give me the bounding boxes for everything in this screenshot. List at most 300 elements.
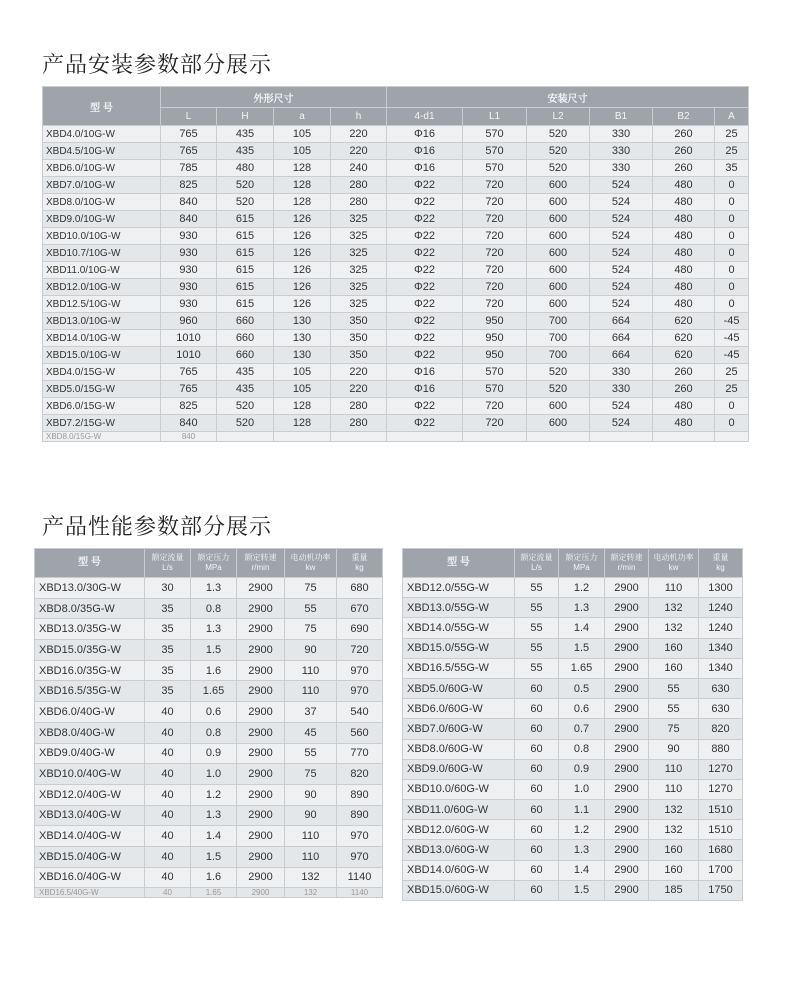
- model-cell: XBD12.0/40G-W: [35, 784, 145, 805]
- model-cell: XBD15.0/35G-W: [35, 640, 145, 661]
- table-row: [35, 846, 383, 867]
- value-cell: Φ16: [387, 364, 463, 381]
- value-cell: 325: [331, 211, 387, 228]
- value-cell: 0.6: [559, 699, 605, 719]
- model-header: [403, 549, 515, 578]
- value-cell: 55: [285, 743, 337, 764]
- install-col-header: L1: [463, 108, 527, 126]
- value-cell: 1300: [699, 578, 743, 598]
- value-cell: 0.9: [191, 743, 237, 764]
- value-cell: 75: [285, 764, 337, 785]
- value-cell: 132: [285, 867, 337, 888]
- pressure-header: [191, 549, 237, 578]
- value-cell: 1.2: [191, 784, 237, 805]
- value-cell: 0.8: [559, 739, 605, 759]
- value-cell: 2900: [237, 702, 285, 723]
- value-cell: 280: [331, 177, 387, 194]
- model-cell: XBD6.0/10G-W: [43, 160, 161, 177]
- value-cell: 60: [515, 779, 559, 799]
- value-cell: 950: [463, 330, 527, 347]
- value-cell: 700: [527, 347, 590, 364]
- model-cell: XBD8.0/15G-W: [43, 432, 161, 442]
- value-cell: 220: [331, 126, 387, 143]
- value-cell: 570: [463, 381, 527, 398]
- value-cell: 1.65: [191, 681, 237, 702]
- table-row: [35, 660, 383, 681]
- value-cell: 330: [590, 160, 653, 177]
- table-row: [403, 719, 743, 739]
- value-cell: 60: [515, 759, 559, 779]
- value-cell: 1010: [161, 347, 217, 364]
- table-row: [43, 194, 749, 211]
- value-cell: 600: [527, 398, 590, 415]
- value-cell: Φ22: [387, 177, 463, 194]
- value-cell: 128: [274, 194, 331, 211]
- performance-section-title: 产品性能参数部分展示: [42, 515, 273, 540]
- value-cell: 1.0: [191, 764, 237, 785]
- value-cell: 600: [527, 245, 590, 262]
- value-cell: 600: [527, 194, 590, 211]
- value-cell: 2900: [237, 846, 285, 867]
- value-cell: 600: [527, 177, 590, 194]
- value-cell: 950: [463, 313, 527, 330]
- value-cell: 960: [161, 313, 217, 330]
- model-cell: XBD16.0/35G-W: [35, 660, 145, 681]
- table-row: [35, 598, 383, 619]
- value-cell: 280: [331, 194, 387, 211]
- value-cell: 0: [715, 211, 749, 228]
- model-cell: XBD4.0/10G-W: [43, 126, 161, 143]
- table-row-partial: [35, 888, 383, 898]
- value-cell: 1.3: [559, 598, 605, 618]
- performance-table-right: [402, 548, 743, 901]
- value-cell: 0: [715, 398, 749, 415]
- value-cell: 1.5: [191, 640, 237, 661]
- value-cell: 1.1: [559, 800, 605, 820]
- value-cell: 126: [274, 262, 331, 279]
- model-cell: XBD4.5/10G-W: [43, 143, 161, 160]
- value-cell: 40: [145, 805, 191, 826]
- model-cell: XBD15.0/10G-W: [43, 347, 161, 364]
- value-cell: 0.7: [559, 719, 605, 739]
- value-cell: 2900: [605, 598, 649, 618]
- value-cell: 55: [515, 638, 559, 658]
- value-cell: 55: [515, 578, 559, 598]
- value-cell: 700: [527, 313, 590, 330]
- value-cell: 520: [527, 160, 590, 177]
- model-cell: XBD8.0/10G-W: [43, 194, 161, 211]
- value-cell: 520: [527, 364, 590, 381]
- model-cell: XBD13.0/40G-W: [35, 805, 145, 826]
- value-cell: 524: [590, 262, 653, 279]
- table-row: [43, 313, 749, 330]
- value-cell: 2900: [605, 779, 649, 799]
- table-row: [35, 743, 383, 764]
- model-cell: XBD10.0/40G-W: [35, 764, 145, 785]
- value-cell: 126: [274, 245, 331, 262]
- value-cell: 765: [161, 143, 217, 160]
- value-cell: 55: [515, 598, 559, 618]
- value-cell: 720: [463, 415, 527, 432]
- value-cell: 40: [145, 888, 191, 898]
- value-cell: 524: [590, 194, 653, 211]
- value-cell: 25: [715, 364, 749, 381]
- value-cell: 680: [337, 578, 383, 599]
- value-cell: Φ16: [387, 381, 463, 398]
- value-cell: 110: [285, 660, 337, 681]
- value-cell: 110: [649, 759, 699, 779]
- value-cell: 325: [331, 279, 387, 296]
- value-cell: 720: [463, 177, 527, 194]
- value-cell: 2900: [605, 739, 649, 759]
- value-cell: 2900: [605, 820, 649, 840]
- weight-label: 重量: [351, 553, 368, 562]
- value-cell: 126: [274, 228, 331, 245]
- value-cell: [274, 432, 331, 442]
- value-cell: 720: [463, 262, 527, 279]
- value-cell: 60: [515, 880, 559, 900]
- value-cell: 480: [653, 194, 715, 211]
- speed-unit: r/min: [617, 563, 636, 572]
- value-cell: 2900: [237, 784, 285, 805]
- value-cell: 785: [161, 160, 217, 177]
- power-label: 电动机功率: [653, 553, 694, 562]
- table-row: [403, 880, 743, 900]
- flow-label: 额定流量: [151, 553, 184, 562]
- value-cell: 105: [274, 381, 331, 398]
- speed-label: 额定转速: [244, 553, 277, 562]
- value-cell: 2900: [237, 619, 285, 640]
- value-cell: 280: [331, 398, 387, 415]
- model-cell: XBD13.0/10G-W: [43, 313, 161, 330]
- value-cell: 0: [715, 194, 749, 211]
- value-cell: 35: [145, 660, 191, 681]
- power-unit: kw: [305, 563, 316, 572]
- value-cell: 350: [331, 313, 387, 330]
- value-cell: 40: [145, 784, 191, 805]
- table-row: [35, 702, 383, 723]
- install-col-header: A: [715, 108, 749, 126]
- model-cell: XBD9.0/10G-W: [43, 211, 161, 228]
- model-cell: XBD12.0/60G-W: [403, 820, 515, 840]
- install-col-header: B2: [653, 108, 715, 126]
- value-cell: 880: [699, 739, 743, 759]
- value-cell: 720: [463, 194, 527, 211]
- value-cell: 720: [463, 211, 527, 228]
- value-cell: 480: [217, 160, 274, 177]
- table-row: [35, 578, 383, 599]
- model-cell: XBD6.0/15G-W: [43, 398, 161, 415]
- value-cell: Φ22: [387, 347, 463, 364]
- value-cell: 840: [161, 415, 217, 432]
- value-cell: 260: [653, 364, 715, 381]
- table-row: [35, 681, 383, 702]
- value-cell: 1270: [699, 759, 743, 779]
- value-cell: 1.65: [191, 888, 237, 898]
- value-cell: 524: [590, 279, 653, 296]
- value-cell: 40: [145, 702, 191, 723]
- value-cell: 0.9: [559, 759, 605, 779]
- value-cell: 160: [649, 658, 699, 678]
- value-cell: 524: [590, 177, 653, 194]
- table-row: [43, 347, 749, 364]
- value-cell: 660: [217, 330, 274, 347]
- value-cell: 40: [145, 867, 191, 888]
- value-cell: 930: [161, 296, 217, 313]
- table-row: [403, 618, 743, 638]
- value-cell: 160: [649, 840, 699, 860]
- value-cell: 1.6: [191, 660, 237, 681]
- value-cell: 325: [331, 245, 387, 262]
- value-cell: -45: [715, 347, 749, 364]
- pressure-label: 额定压力: [565, 553, 598, 562]
- install-col-header: L: [161, 108, 217, 126]
- pressure-unit: MPa: [573, 563, 590, 572]
- value-cell: 40: [145, 764, 191, 785]
- value-cell: 40: [145, 743, 191, 764]
- value-cell: -45: [715, 313, 749, 330]
- value-cell: Φ22: [387, 296, 463, 313]
- value-cell: 825: [161, 398, 217, 415]
- table-row: [43, 262, 749, 279]
- value-cell: 600: [527, 296, 590, 313]
- model-cell: XBD7.2/15G-W: [43, 415, 161, 432]
- value-cell: 2900: [605, 699, 649, 719]
- value-cell: Φ16: [387, 143, 463, 160]
- model-cell: XBD16.0/40G-W: [35, 867, 145, 888]
- value-cell: 600: [527, 279, 590, 296]
- value-cell: 160: [649, 638, 699, 658]
- value-cell: 60: [515, 699, 559, 719]
- table-row: [403, 658, 743, 678]
- value-cell: 820: [337, 764, 383, 785]
- value-cell: 260: [653, 126, 715, 143]
- value-cell: 132: [285, 888, 337, 898]
- value-cell: 128: [274, 398, 331, 415]
- value-cell: 890: [337, 784, 383, 805]
- value-cell: 60: [515, 719, 559, 739]
- value-cell: 35: [145, 640, 191, 661]
- model-cell: XBD8.0/40G-W: [35, 722, 145, 743]
- value-cell: 2900: [237, 867, 285, 888]
- model-cell: XBD9.0/40G-W: [35, 743, 145, 764]
- table-row: [35, 640, 383, 661]
- value-cell: 1510: [699, 820, 743, 840]
- value-cell: 660: [217, 347, 274, 364]
- value-cell: 37: [285, 702, 337, 723]
- table-row: [43, 143, 749, 160]
- value-cell: 615: [217, 245, 274, 262]
- value-cell: 720: [463, 228, 527, 245]
- value-cell: 55: [515, 658, 559, 678]
- value-cell: 280: [331, 415, 387, 432]
- value-cell: 350: [331, 330, 387, 347]
- model-cell: XBD13.0/55G-W: [403, 598, 515, 618]
- value-cell: 105: [274, 143, 331, 160]
- value-cell: 90: [285, 805, 337, 826]
- value-cell: 1.4: [191, 826, 237, 847]
- install-group-header: 安装尺寸: [387, 87, 749, 108]
- table-row: [43, 160, 749, 177]
- value-cell: 60: [515, 678, 559, 698]
- install-col-header: a: [274, 108, 331, 126]
- speed-unit: r/min: [251, 563, 270, 572]
- model-cell: XBD15.0/55G-W: [403, 638, 515, 658]
- model-cell: XBD10.7/10G-W: [43, 245, 161, 262]
- value-cell: 128: [274, 415, 331, 432]
- value-cell: Φ22: [387, 211, 463, 228]
- model-cell: XBD10.0/10G-W: [43, 228, 161, 245]
- value-cell: Φ22: [387, 415, 463, 432]
- value-cell: 1010: [161, 330, 217, 347]
- model-cell: XBD9.0/60G-W: [403, 759, 515, 779]
- value-cell: 840: [161, 194, 217, 211]
- weight-unit: kg: [716, 563, 725, 572]
- value-cell: 840: [161, 432, 217, 442]
- value-cell: 90: [649, 739, 699, 759]
- value-cell: 110: [285, 681, 337, 702]
- value-cell: 2900: [237, 681, 285, 702]
- value-cell: 930: [161, 245, 217, 262]
- value-cell: 260: [653, 160, 715, 177]
- value-cell: 2900: [237, 598, 285, 619]
- value-cell: 0: [715, 262, 749, 279]
- value-cell: Φ22: [387, 398, 463, 415]
- value-cell: Φ22: [387, 245, 463, 262]
- table-row: [403, 678, 743, 698]
- value-cell: 664: [590, 347, 653, 364]
- value-cell: 35: [145, 681, 191, 702]
- table-row: [43, 177, 749, 194]
- value-cell: 2900: [237, 640, 285, 661]
- value-cell: 1.65: [559, 658, 605, 678]
- value-cell: 220: [331, 381, 387, 398]
- value-cell: 524: [590, 245, 653, 262]
- value-cell: 240: [331, 160, 387, 177]
- value-cell: 126: [274, 279, 331, 296]
- value-cell: 220: [331, 364, 387, 381]
- model-cell: XBD16.5/40G-W: [35, 888, 145, 898]
- table-row-partial: [43, 432, 749, 442]
- value-cell: 2900: [237, 888, 285, 898]
- value-cell: 45: [285, 722, 337, 743]
- model-cell: XBD12.5/10G-W: [43, 296, 161, 313]
- value-cell: 970: [337, 681, 383, 702]
- power-unit: kw: [668, 563, 679, 572]
- performance-table-left: [34, 548, 383, 898]
- power-header: [649, 549, 699, 578]
- model-header: [35, 549, 145, 578]
- value-cell: 25: [715, 381, 749, 398]
- value-cell: 110: [285, 826, 337, 847]
- value-cell: 25: [715, 126, 749, 143]
- model-cell: XBD6.0/40G-W: [35, 702, 145, 723]
- table-row: [403, 739, 743, 759]
- value-cell: 520: [527, 126, 590, 143]
- value-cell: 40: [145, 846, 191, 867]
- table-row: [35, 826, 383, 847]
- table-row: [403, 638, 743, 658]
- value-cell: 35: [145, 619, 191, 640]
- value-cell: 600: [527, 262, 590, 279]
- value-cell: 75: [285, 619, 337, 640]
- pressure-header: [559, 549, 605, 578]
- value-cell: 260: [653, 143, 715, 160]
- value-cell: 130: [274, 330, 331, 347]
- value-cell: 480: [653, 415, 715, 432]
- value-cell: 330: [590, 126, 653, 143]
- value-cell: [463, 432, 527, 442]
- flow-header: [145, 549, 191, 578]
- value-cell: 2900: [605, 860, 649, 880]
- table-row: [403, 779, 743, 799]
- value-cell: 1.3: [191, 578, 237, 599]
- model-cell: XBD11.0/60G-W: [403, 800, 515, 820]
- value-cell: 520: [217, 415, 274, 432]
- speed-header: [237, 549, 285, 578]
- value-cell: Φ16: [387, 126, 463, 143]
- value-cell: 600: [527, 211, 590, 228]
- value-cell: 0.5: [559, 678, 605, 698]
- install-col-header: B1: [590, 108, 653, 126]
- model-cell: XBD13.0/60G-W: [403, 840, 515, 860]
- value-cell: 930: [161, 262, 217, 279]
- value-cell: 2900: [605, 759, 649, 779]
- table-row: [43, 296, 749, 313]
- value-cell: 970: [337, 660, 383, 681]
- pressure-label: 额定压力: [197, 553, 230, 562]
- value-cell: 1.5: [559, 638, 605, 658]
- value-cell: 765: [161, 381, 217, 398]
- value-cell: 1340: [699, 638, 743, 658]
- table-row: [43, 279, 749, 296]
- value-cell: 765: [161, 126, 217, 143]
- value-cell: 40: [145, 722, 191, 743]
- value-cell: 560: [337, 722, 383, 743]
- value-cell: 630: [699, 678, 743, 698]
- value-cell: 0: [715, 177, 749, 194]
- value-cell: 480: [653, 228, 715, 245]
- model-cell: XBD14.0/10G-W: [43, 330, 161, 347]
- value-cell: 1.3: [559, 840, 605, 860]
- model-cell: XBD8.0/60G-W: [403, 739, 515, 759]
- value-cell: 540: [337, 702, 383, 723]
- table-row: [35, 619, 383, 640]
- model-label: 型 号: [447, 557, 470, 568]
- value-cell: 325: [331, 296, 387, 313]
- value-cell: Φ22: [387, 313, 463, 330]
- table-row: [35, 805, 383, 826]
- value-cell: 1.4: [559, 618, 605, 638]
- value-cell: 1.3: [191, 805, 237, 826]
- value-cell: 620: [653, 330, 715, 347]
- value-cell: 2900: [605, 719, 649, 739]
- weight-header: [699, 549, 743, 578]
- value-cell: 630: [699, 699, 743, 719]
- flow-header: [515, 549, 559, 578]
- value-cell: 615: [217, 228, 274, 245]
- value-cell: 60: [515, 820, 559, 840]
- value-cell: 1140: [337, 888, 383, 898]
- value-cell: 40: [145, 826, 191, 847]
- value-cell: 1.5: [191, 846, 237, 867]
- value-cell: 60: [515, 800, 559, 820]
- value-cell: 570: [463, 143, 527, 160]
- value-cell: 600: [527, 415, 590, 432]
- value-cell: [715, 432, 749, 442]
- value-cell: Φ22: [387, 330, 463, 347]
- value-cell: [217, 432, 274, 442]
